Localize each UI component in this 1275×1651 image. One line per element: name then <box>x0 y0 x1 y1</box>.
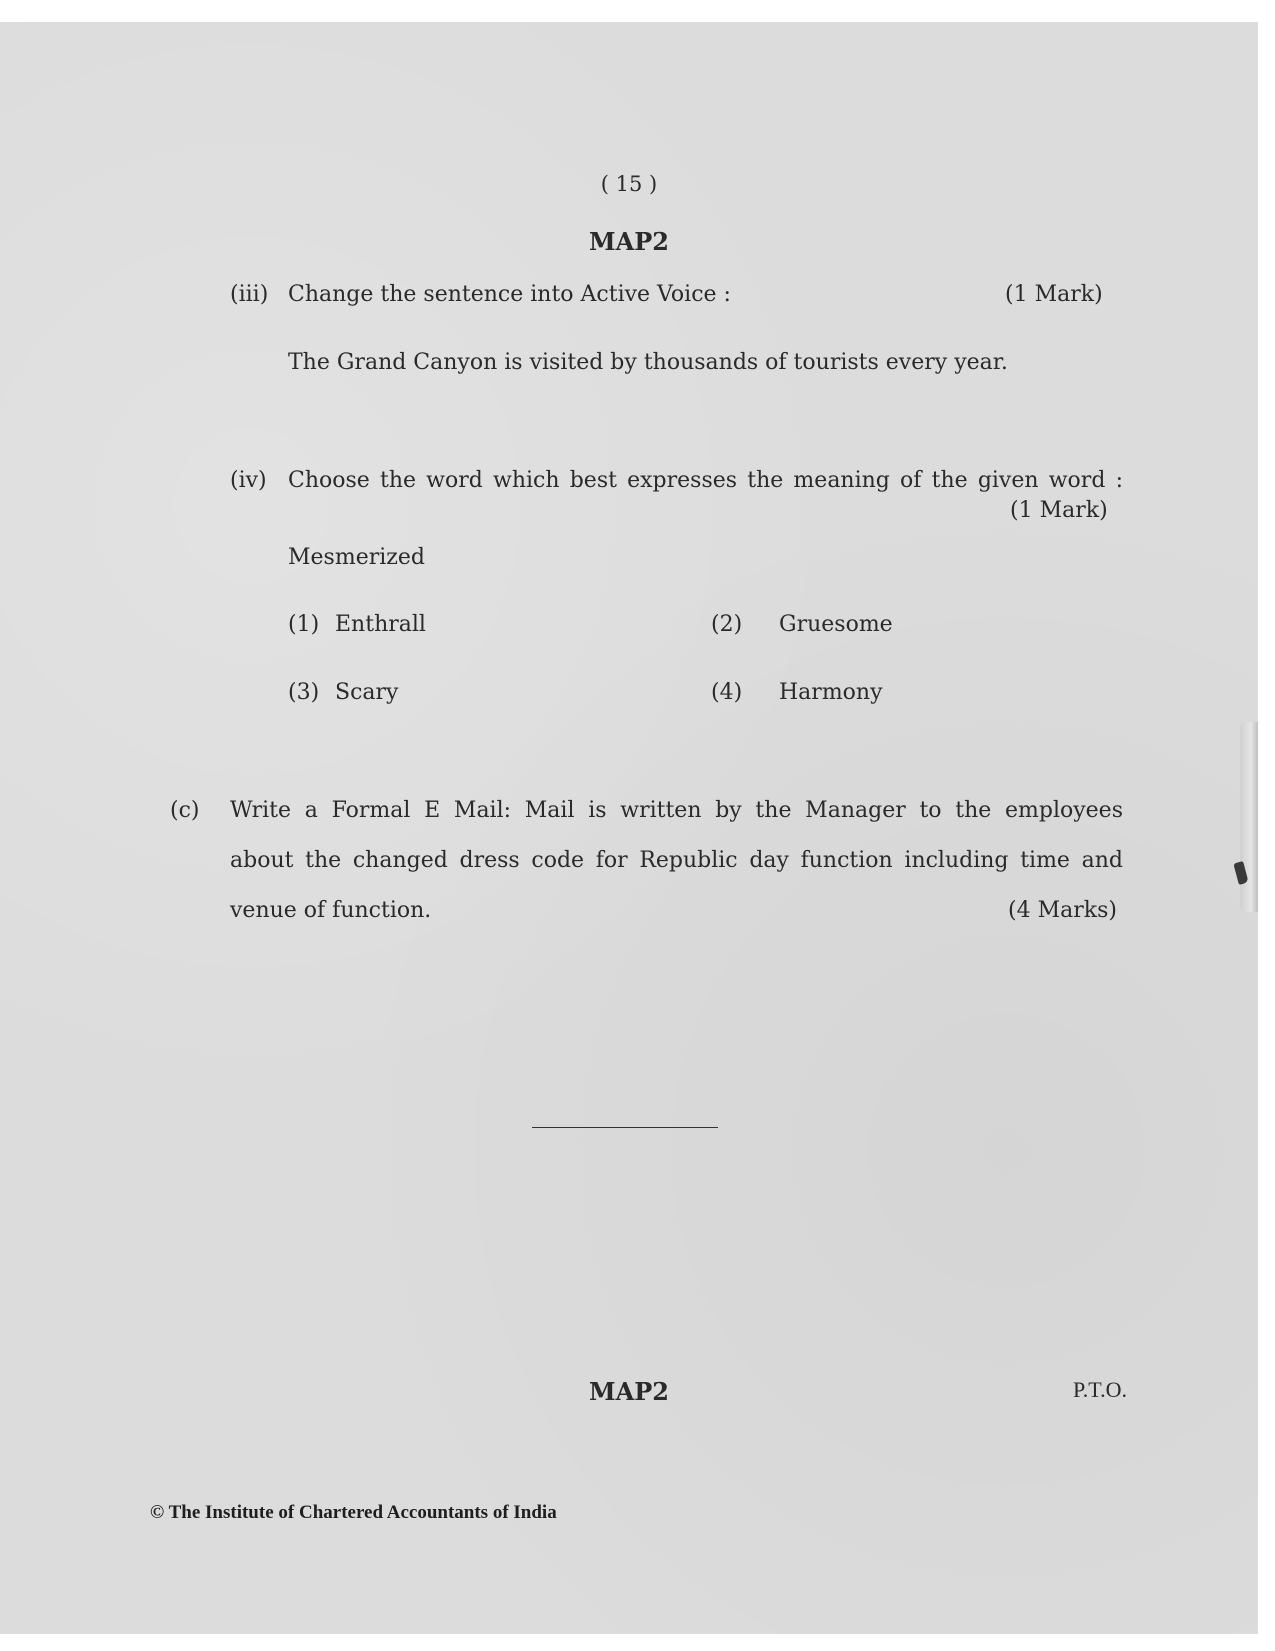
option-3-text: Scary <box>335 680 399 705</box>
question-iii-label: (iii) <box>230 282 269 307</box>
page-number: ( 15 ) <box>600 172 658 196</box>
question-c-label: (c) <box>170 798 200 823</box>
question-c-line-3: venue of function. <box>230 898 432 923</box>
option-1-text: Enthrall <box>335 612 426 637</box>
question-c-marks: (4 Marks) <box>1008 898 1117 923</box>
question-iv-instruction: Choose the word which best expresses the meaning of the given word : <box>288 468 1123 493</box>
question-iv-marks: (1 Mark) <box>1010 498 1108 523</box>
question-iii-marks: (1 Mark) <box>1005 282 1103 307</box>
option-2-number: (2) <box>711 612 743 637</box>
question-iii-sentence: The Grand Canyon is visited by thousands of tourists every year. <box>288 350 1008 375</box>
exam-page <box>0 22 1258 1634</box>
question-c-line-1: Write a Formal E Mail: Mail is written by the Manager to the employees <box>230 798 1123 823</box>
end-of-section-rule <box>532 1127 718 1128</box>
option-3-number: (3) <box>288 680 320 705</box>
option-4-number: (4) <box>711 680 743 705</box>
question-c-line-2: about the changed dress code for Republic day function including time and <box>230 848 1123 873</box>
question-iv-label: (iv) <box>230 468 267 493</box>
option-4-text: Harmony <box>779 680 883 705</box>
question-iv-given-word: Mesmerized <box>288 545 425 570</box>
please-turn-over: P.T.O. <box>1073 1377 1127 1402</box>
copyright-notice: © The Institute of Chartered Accountants of India <box>150 1502 557 1523</box>
paper-code-header: MAP2 <box>589 227 669 256</box>
question-iii-instruction: Change the sentence into Active Voice : <box>288 282 731 307</box>
paper-code-footer: MAP2 <box>589 1377 669 1406</box>
option-2-text: Gruesome <box>779 612 893 637</box>
option-1-number: (1) <box>288 612 320 637</box>
